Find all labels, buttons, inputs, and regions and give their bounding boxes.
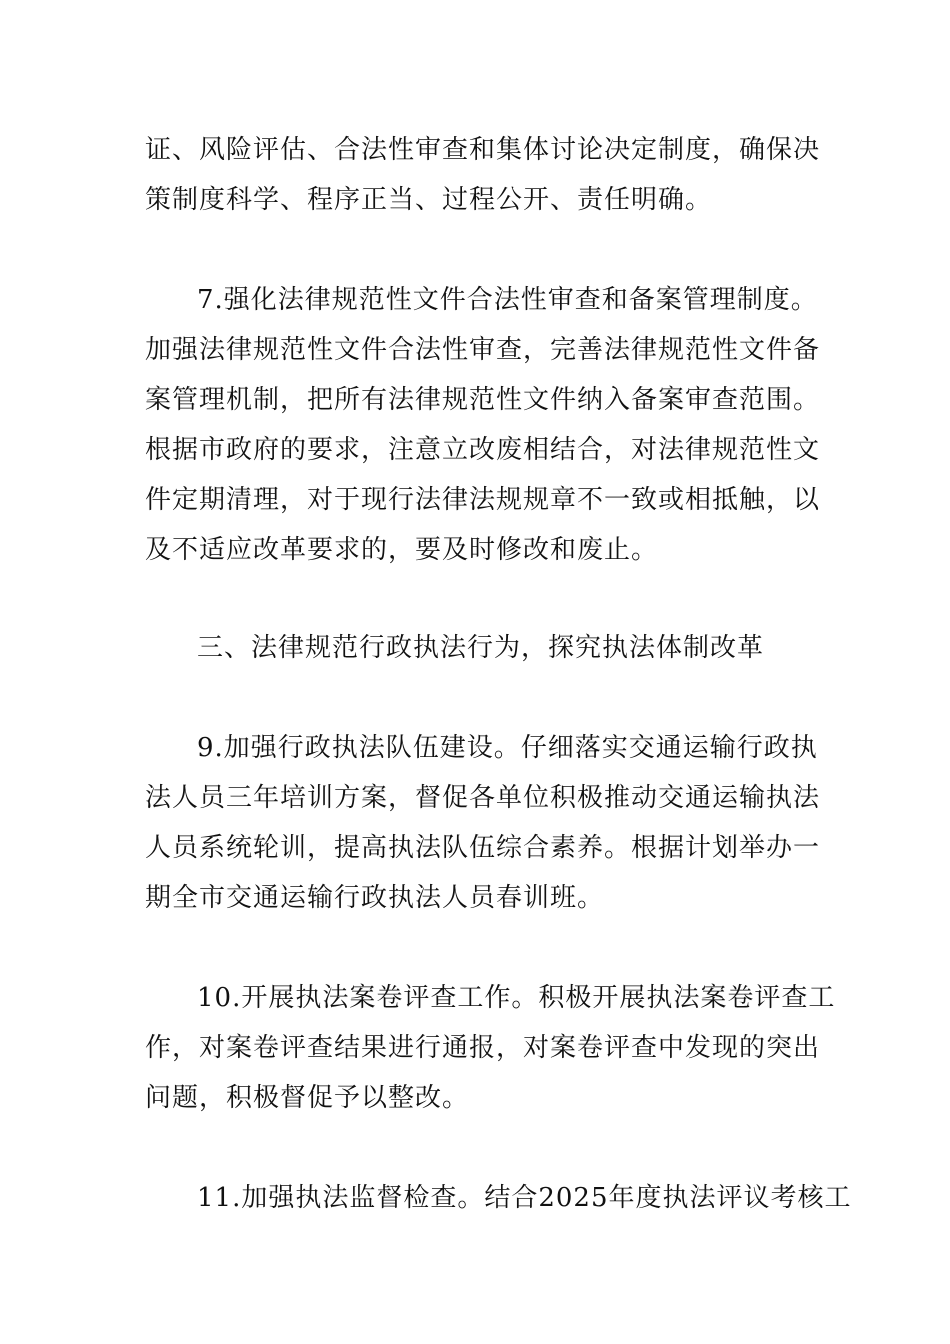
paragraph-line: 法人员三年培训方案，督促各单位积极推动交通运输执法 [145, 783, 821, 813]
paragraph-line: 根据市政府的要求，注意立改废相结合，对法律规范性文 [145, 435, 821, 465]
paragraph-line: 及不适应改革要求的，要及时修改和废止。 [145, 535, 659, 565]
paragraph-line: 证、风险评估、合法性审查和集体讨论决定制度，确保决 [145, 135, 821, 165]
paragraph-line: 问题，积极督促予以整改。 [145, 1083, 470, 1113]
section-heading: 三、法律规范行政执法行为，探究执法体制改革 [197, 633, 765, 663]
paragraph-heading-line: 11.加强执法监督检查。结合2025年度执法评议考核工 [197, 1183, 852, 1213]
paragraph-line: 加强法律规范性文件合法性审查，完善法律规范性文件备 [145, 335, 821, 365]
paragraph-line: 期全市交通运输行政执法人员春训班。 [145, 883, 605, 913]
paragraph-line: 案管理机制，把所有法律规范性文件纳入备案审查范围。 [145, 385, 821, 415]
paragraph-heading-line: 10.开展执法案卷评查工作。积极开展执法案卷评查工 [197, 983, 836, 1013]
paragraph-line: 件定期清理，对于现行法律法规规章不一致或相抵触，以 [145, 485, 821, 515]
paragraph-line: 策制度科学、程序正当、过程公开、责任明确。 [145, 185, 713, 215]
paragraph-line: 作，对案卷评查结果进行通报，对案卷评查中发现的突出 [145, 1033, 821, 1063]
paragraph-heading-line: 7.强化法律规范性文件合法性审查和备案管理制度。 [197, 285, 818, 315]
paragraph-line: 人员系统轮训，提高执法队伍综合素养。根据计划举办一 [145, 833, 821, 863]
paragraph-heading-line: 9.加强行政执法队伍建设。仔细落实交通运输行政执 [197, 733, 818, 763]
